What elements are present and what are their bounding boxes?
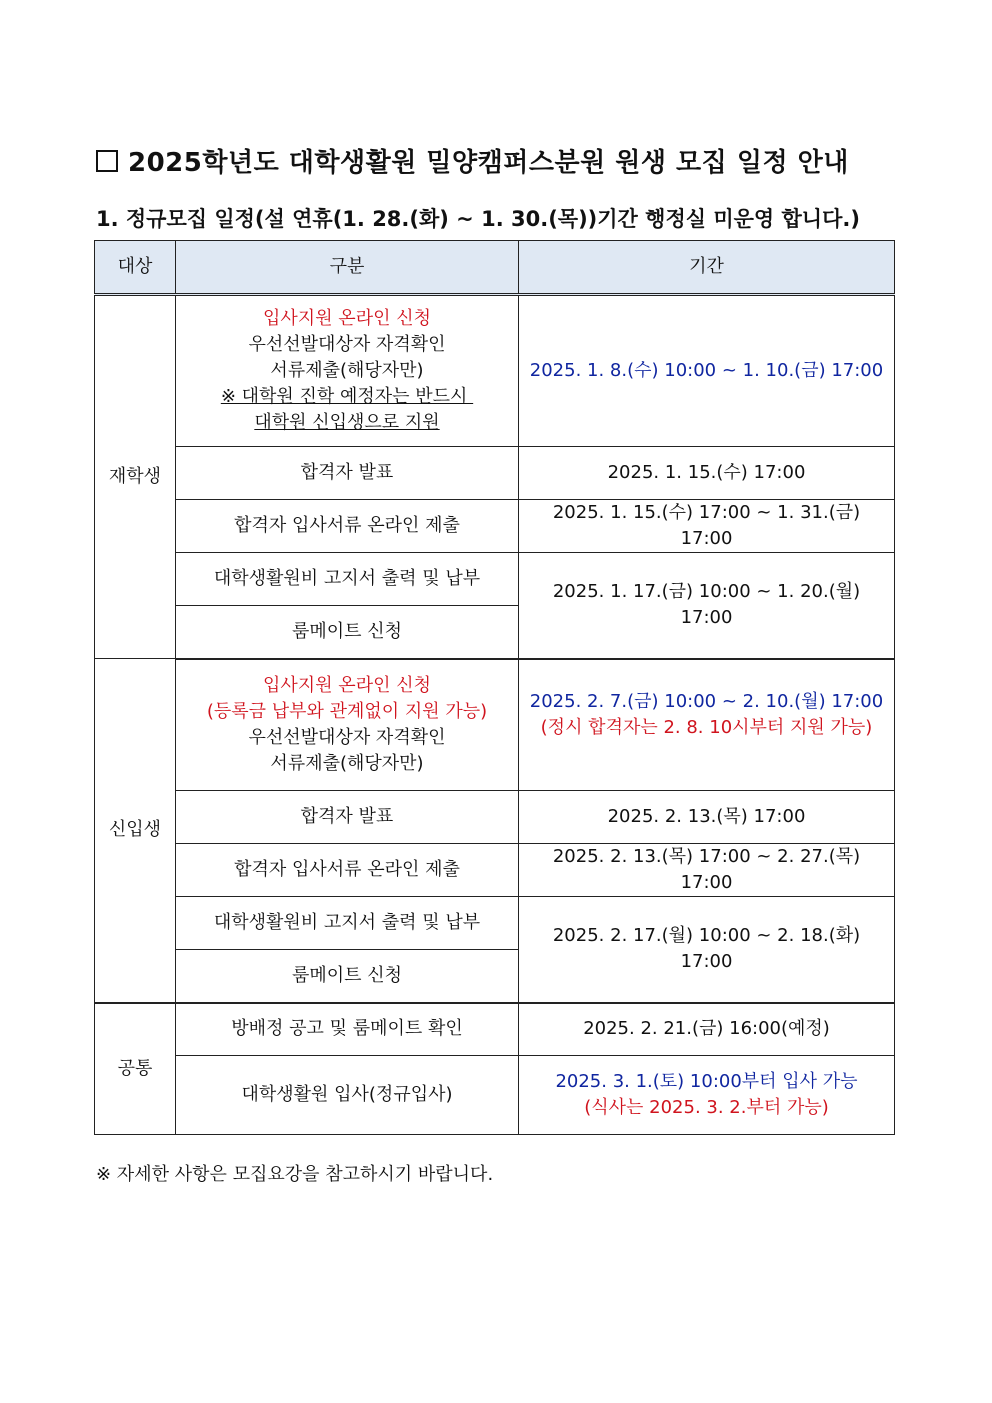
item-cell: 대학생활원비 고지서 출력 및 납부	[176, 897, 519, 950]
item-cell: 합격자 입사서류 온라인 제출	[176, 500, 519, 553]
period-cell: 2025. 3. 1.(토) 10:00부터 입사 가능 (식사는 2025. 3. 2.부터 가능)	[519, 1056, 895, 1135]
header-period: 기간	[519, 241, 895, 295]
item-cell: 룸메이트 신청	[176, 950, 519, 1003]
group-label-current-students: 재학생	[95, 295, 176, 659]
header-target: 대상	[95, 241, 176, 295]
period-cell: 2025. 1. 8.(수) 10:00 ~ 1. 10.(금) 17:00	[519, 295, 895, 447]
group-label-common: 공통	[95, 1003, 176, 1135]
item-cell: 대학생활원 입사(정규입사)	[176, 1056, 519, 1135]
item-cell: 방배정 공고 및 룸메이트 확인	[176, 1003, 519, 1056]
table-row	[95, 1003, 895, 1056]
group-label-new-students: 신입생	[95, 659, 176, 1003]
period-cell: 2025. 2. 21.(금) 16:00(예정)	[519, 1003, 895, 1056]
table-row	[95, 553, 895, 606]
table-row	[95, 500, 895, 553]
item-cell: 합격자 발표	[176, 447, 519, 500]
footnote: ※ 자세한 사항은 모집요강을 참고하시기 바랍니다.	[96, 1164, 494, 1185]
item-cell: 대학생활원비 고지서 출력 및 납부	[176, 553, 519, 606]
table-row	[95, 897, 895, 950]
table-row	[95, 447, 895, 500]
table-header-row	[95, 241, 895, 295]
table-row	[95, 791, 895, 844]
period-cell: 2025. 2. 13.(목) 17:00 ~ 2. 27.(목) 17:00	[519, 844, 895, 897]
page-title: 2025학년도 대학생활원 밀양캠퍼스분원 원생 모집 일정 안내	[96, 142, 849, 179]
period-cell: 2025. 2. 13.(목) 17:00	[519, 791, 895, 844]
table-row	[95, 659, 895, 791]
table-row	[95, 1056, 895, 1135]
table-row	[95, 295, 895, 447]
item-cell: 합격자 발표	[176, 791, 519, 844]
table-row	[95, 844, 895, 897]
checkbox-square-icon	[96, 150, 118, 172]
item-cell: 입사지원 온라인 신청 우선선발대상자 자격확인 서류제출(해당자만) ※ 대학원 진학 예정자는 반드시 대학원 신입생으로 지원	[176, 295, 519, 447]
period-cell: 2025. 1. 17.(금) 10:00 ~ 1. 20.(월) 17:00	[519, 553, 895, 659]
period-cell: 2025. 2. 17.(월) 10:00 ~ 2. 18.(화) 17:00	[519, 897, 895, 1003]
header-category: 구분	[176, 241, 519, 295]
period-cell: 2025. 1. 15.(수) 17:00 ~ 1. 31.(금) 17:00	[519, 500, 895, 553]
section-subtitle: 1. 정규모집 일정(설 연휴(1. 28.(화) ~ 1. 30.(목))기간 행정실 미운영 합니다.)	[96, 207, 860, 231]
schedule-table	[94, 240, 895, 1135]
period-cell: 2025. 2. 7.(금) 10:00 ~ 2. 10.(월) 17:00 (정시 합격자는 2. 8. 10시부터 지원 가능)	[519, 659, 895, 791]
period-cell: 2025. 1. 15.(수) 17:00	[519, 447, 895, 500]
item-cell: 합격자 입사서류 온라인 제출	[176, 844, 519, 897]
item-cell: 입사지원 온라인 신청 (등록금 납부와 관계없이 지원 가능) 우선선발대상자 자격확인 서류제출(해당자만)	[176, 659, 519, 791]
item-cell: 룸메이트 신청	[176, 606, 519, 659]
